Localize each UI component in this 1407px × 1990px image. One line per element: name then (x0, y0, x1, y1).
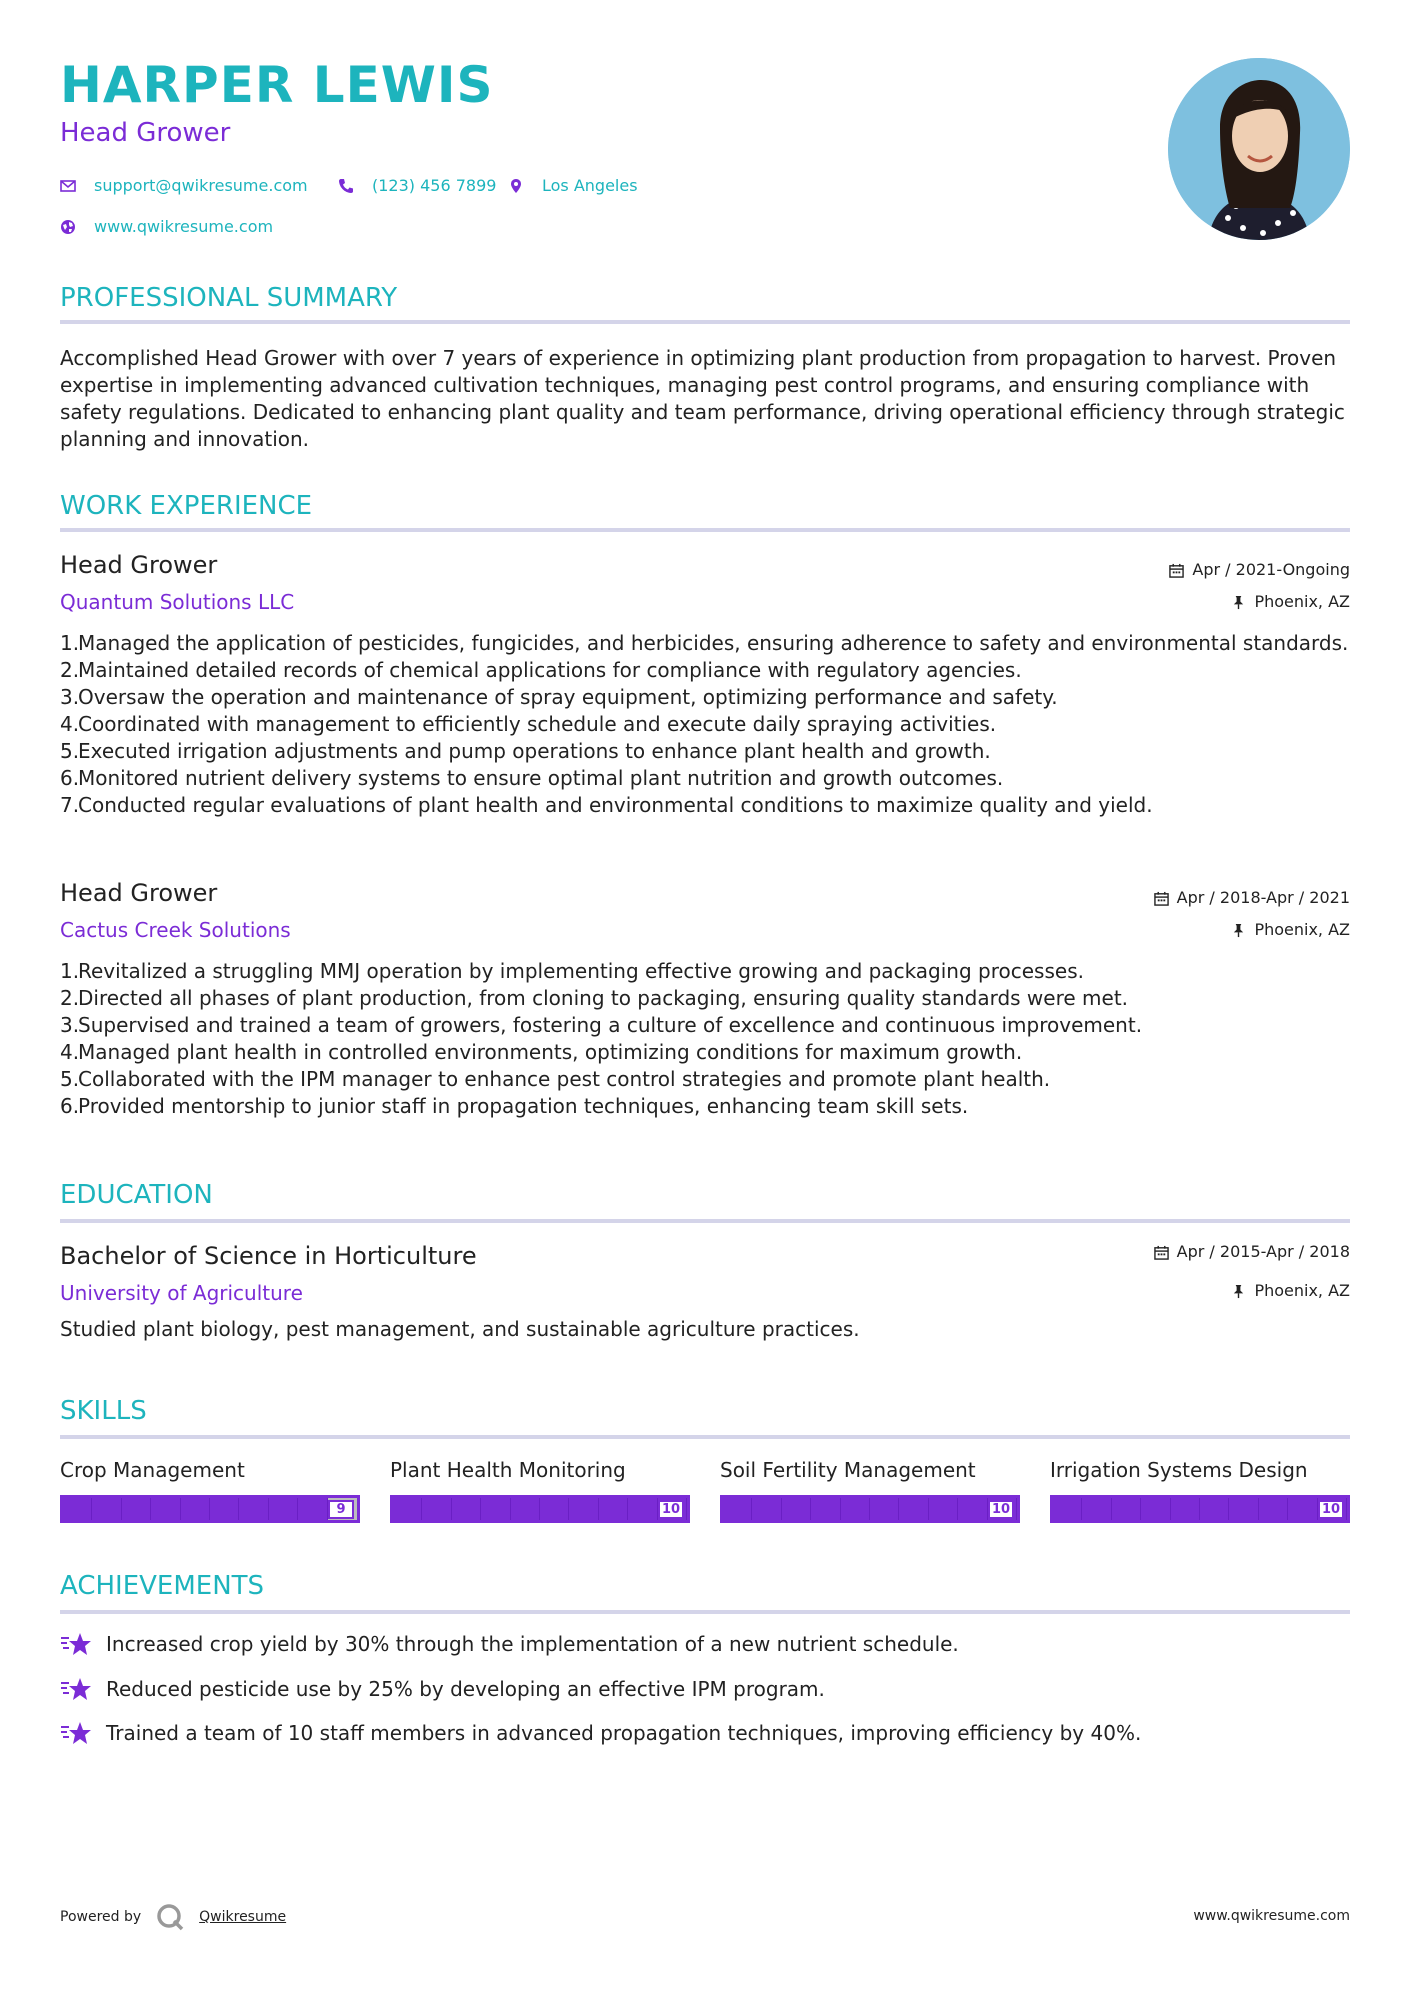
job-location (1231, 922, 1350, 938)
contact-email[interactable] (60, 176, 308, 195)
summary-text: Accomplished Head Grower with over 7 years of experience in optimizing plant production from propagation to harvest. Proven expertise in implementing advanced cultivation techniques, managing pest control programs, and ensuring compliance with safety regulations. Dedicated to enhancing plant quality and team performance, driving operational efficiency through strategic planning and innovation. (60, 346, 1345, 451)
skill-name: Plant Health Monitoring (390, 1458, 626, 1482)
skill-segment-filled (628, 1498, 657, 1520)
skill-segment-filled (1141, 1498, 1170, 1520)
skill-segment-filled (1288, 1498, 1317, 1520)
achievements-heading: ACHIEVEMENTS (60, 1571, 265, 1601)
skill-segment-filled (452, 1498, 481, 1520)
list-item: 4. Managed plant health in controlled environments, optimizing conditions for maximum growth. (60, 1040, 1023, 1064)
footer-powered-by (60, 1902, 286, 1932)
skill-segment-filled (599, 1498, 628, 1520)
skill-name: Soil Fertility Management (720, 1458, 976, 1482)
skill-segment-filled (723, 1498, 752, 1520)
job-dates (1154, 890, 1350, 906)
skill-segment-filled (899, 1498, 928, 1520)
skill-segment-filled (63, 1498, 92, 1520)
qwikresume-logo-icon (155, 1902, 185, 1932)
contact-phone[interactable] (338, 176, 496, 195)
powered-by-label: Powered by (60, 1909, 142, 1925)
summary-heading: PROFESSIONAL SUMMARY (60, 283, 398, 313)
skill-segment-filled (92, 1498, 121, 1520)
section-divider (60, 1219, 1350, 1223)
skill-segment-filled (752, 1498, 781, 1520)
achievement-item (60, 1630, 959, 1658)
list-item: 1. Managed the application of pesticides, fungicides, and herbicides, ensuring adherence to safety and environmental standards. (60, 631, 1349, 655)
job-dates (1169, 562, 1350, 578)
profile-photo-image (1168, 58, 1350, 240)
skill-segment-filled (540, 1498, 569, 1520)
skill-segment-filled (481, 1498, 510, 1520)
list-item: 6. Monitored nutrient delivery systems to ensure optimal plant nutrition and growth outcomes. (60, 766, 1004, 790)
skill-level-badge: 9 (328, 1500, 354, 1519)
shooting-star-icon (60, 1675, 92, 1703)
list-item: 7. Conducted regular evaluations of plant health and environmental conditions to maximize quality and yield. (60, 793, 1153, 817)
skills-heading: SKILLS (60, 1396, 147, 1426)
skill-level-bar (60, 1495, 360, 1523)
list-item: 6. Provided mentorship to junior staff in propagation techniques, enhancing team skill sets. (60, 1094, 969, 1118)
skill-segment-filled (841, 1498, 870, 1520)
skill-segment-filled (1229, 1498, 1258, 1520)
company-name: Cactus Creek Solutions (60, 918, 291, 942)
profile-photo (1168, 58, 1350, 240)
list-item: 4. Coordinated with management to efficiently schedule and execute daily spraying activities. (60, 712, 997, 736)
website-text: www.qwikresume.com (94, 217, 274, 236)
education-description: Studied plant biology, pest management, and sustainable agriculture practices. (60, 1317, 860, 1341)
skill-level-badge: 10 (1318, 1500, 1344, 1519)
education-heading: EDUCATION (60, 1180, 213, 1210)
education-dates-text: Apr / 2015-Apr / 2018 (1176, 1242, 1350, 1261)
skill-segment-filled (151, 1498, 180, 1520)
list-item: 2. Maintained detailed records of chemical applications for compliance with regulatory agencies. (60, 658, 1022, 682)
skill-segment-filled (870, 1498, 899, 1520)
list-item: 5. Executed irrigation adjustments and pump operations to enhance plant health and growth. (60, 739, 991, 763)
job-dates-text: Apr / 2021-Ongoing (1192, 560, 1350, 579)
company-name: Quantum Solutions LLC (60, 590, 295, 614)
candidate-name: HARPER LEWIS (60, 56, 494, 114)
skill-segment-filled (569, 1498, 598, 1520)
skill-segment-filled (958, 1498, 987, 1520)
globe-icon (60, 219, 76, 235)
job-location (1231, 594, 1350, 610)
achievement-text: Trained a team of 10 staff members in advanced propagation techniques, improving efficiency by 40%. (106, 1721, 1142, 1745)
skill-segment-filled (782, 1498, 811, 1520)
phone-icon (338, 178, 354, 194)
skill-level-bar (720, 1495, 1020, 1523)
skill-segment-filled (1259, 1498, 1288, 1520)
skill-level-badge: 10 (658, 1500, 684, 1519)
skill-name: Crop Management (60, 1458, 245, 1482)
job-location-text: Phoenix, AZ (1254, 920, 1350, 939)
mail-icon (60, 178, 76, 194)
qwikresume-link[interactable]: Qwikresume (199, 1909, 287, 1925)
job-dates-text: Apr / 2018-Apr / 2021 (1176, 888, 1350, 907)
email-text: support@qwikresume.com (94, 176, 308, 195)
skill-segment-filled (210, 1498, 239, 1520)
job-title: Head Grower (60, 879, 218, 907)
footer-website[interactable]: www.qwikresume.com (1193, 1908, 1350, 1924)
skill-segment-filled (422, 1498, 451, 1520)
candidate-title: Head Grower (60, 118, 231, 148)
achievement-item (60, 1719, 1141, 1747)
job-location-text: Phoenix, AZ (1254, 592, 1350, 611)
job-bullets (60, 630, 1360, 819)
calendar-icon (1169, 563, 1184, 578)
pushpin-icon (1231, 1284, 1246, 1299)
section-divider (60, 528, 1350, 532)
achievement-text: Increased crop yield by 30% through the implementation of a new nutrient schedule. (106, 1632, 959, 1656)
job-bullets (60, 958, 1360, 1120)
skill-level-bar (1050, 1495, 1350, 1523)
calendar-icon (1154, 891, 1169, 906)
contact-website[interactable] (60, 217, 273, 236)
skill-segment-filled (122, 1498, 151, 1520)
skill-level-badge: 10 (988, 1500, 1014, 1519)
skill-segment-filled (181, 1498, 210, 1520)
skill-segment-filled (929, 1498, 958, 1520)
calendar-icon (1154, 1245, 1169, 1260)
shooting-star-icon (60, 1719, 92, 1747)
education-location-text: Phoenix, AZ (1254, 1281, 1350, 1300)
education-dates (1154, 1244, 1350, 1260)
skill-segment-filled (239, 1498, 268, 1520)
skill-level-bar (390, 1495, 690, 1523)
list-item: 3. Oversaw the operation and maintenance of spray equipment, optimizing performance and safety. (60, 685, 1058, 709)
skill-segment-filled (511, 1498, 540, 1520)
list-item: 5. Collaborated with the IPM manager to enhance pest control strategies and promote plant health. (60, 1067, 1051, 1091)
shooting-star-icon (60, 1630, 92, 1658)
section-divider (60, 1610, 1350, 1614)
skill-segment-filled (393, 1498, 422, 1520)
contact-location (508, 176, 638, 195)
experience-heading: WORK EXPERIENCE (60, 491, 313, 521)
phone-text: (123) 456 7899 (372, 176, 497, 195)
map-pin-icon (508, 178, 524, 194)
section-divider (60, 1435, 1350, 1439)
skill-segment-filled (811, 1498, 840, 1520)
achievement-text: Reduced pesticide use by 25% by developing an effective IPM program. (106, 1677, 825, 1701)
skill-segment-filled (298, 1498, 327, 1520)
section-divider (60, 320, 1350, 324)
skill-segment-filled (1200, 1498, 1229, 1520)
skill-segment-filled (1112, 1498, 1141, 1520)
school-name: University of Agriculture (60, 1281, 303, 1305)
skill-segment-filled (269, 1498, 298, 1520)
location-text: Los Angeles (542, 176, 638, 195)
skill-segment-filled (1082, 1498, 1111, 1520)
skill-segment-filled (1053, 1498, 1082, 1520)
list-item: 2. Directed all phases of plant production, from cloning to packaging, ensuring quality standards were met. (60, 986, 1129, 1010)
education-location (1231, 1283, 1350, 1299)
pushpin-icon (1231, 923, 1246, 938)
skill-name: Irrigation Systems Design (1050, 1458, 1308, 1482)
skill-segment-filled (1171, 1498, 1200, 1520)
job-title: Head Grower (60, 551, 218, 579)
achievement-item (60, 1675, 825, 1703)
degree-title: Bachelor of Science in Horticulture (60, 1242, 477, 1270)
list-item: 1. Revitalized a struggling MMJ operation by implementing effective growing and packaging processes. (60, 959, 1084, 983)
pushpin-icon (1231, 595, 1246, 610)
list-item: 3. Supervised and trained a team of growers, fostering a culture of excellence and continuous improvement. (60, 1013, 1143, 1037)
